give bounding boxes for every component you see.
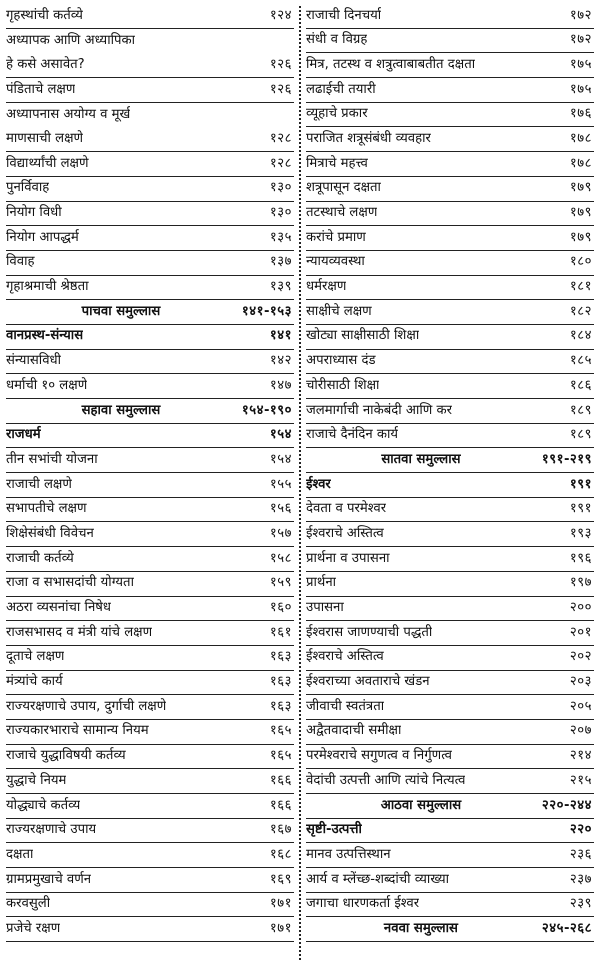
toc-entry (6, 695, 294, 720)
toc-entry-page: १७२ (569, 32, 592, 48)
toc-entry-title: गृहाश्रमाची श्रेष्ठता (6, 279, 89, 295)
toc-entry-title: प्रार्थना व उपासना (306, 550, 390, 566)
toc-entry-title: नियोग विधी (6, 205, 62, 220)
toc-entry (6, 29, 294, 54)
toc-entry (306, 350, 594, 375)
toc-entry-title: अध्यापक आणि अध्यापिका (6, 32, 136, 48)
toc-entry-page: २०१ (569, 624, 592, 640)
toc-entry-page: १८२ (569, 303, 592, 319)
toc-entry-title: राजसभासद व मंत्री यांचे लक्षण (6, 624, 153, 640)
toc-entry-page: १३० (269, 180, 292, 196)
toc-entry-title: परमेश्वराचे सगुणत्व व निर्गुणत्व (306, 748, 453, 764)
toc-entry (6, 448, 294, 473)
toc-entry-title: संधी व विग्रह (306, 32, 368, 48)
toc-entry-page: १४७ (269, 377, 292, 393)
toc-entry (306, 522, 594, 547)
toc-entry-page: १६९ (269, 871, 292, 887)
toc-entry-page: १७८ (569, 130, 592, 146)
toc-entry (6, 78, 294, 103)
toc-entry-title: हे कसे असावेत? (6, 56, 85, 72)
toc-entry-title: ग्रामप्रमुखाचे वर्णन (6, 871, 92, 887)
toc-entry-title: ईश्वर (306, 476, 331, 492)
toc-entry-title: प्रजेचे रक्षण (6, 920, 61, 936)
toc-entry-page: २०७ (569, 723, 592, 739)
toc-entry (306, 769, 594, 794)
toc-entry (306, 843, 594, 868)
toc-entry (6, 374, 294, 399)
toc-entry-page: १४२ (269, 353, 292, 369)
toc-entry-page: १९७ (569, 575, 592, 591)
toc-entry (6, 868, 294, 893)
toc-entry-title: आठवा समुल्लास (380, 797, 462, 813)
toc-entry-page: १८९ (569, 427, 592, 443)
toc-entry-title: वानप्रस्थ-संन्यास (6, 328, 84, 344)
toc-entry (306, 152, 594, 177)
toc-entry (306, 646, 594, 671)
toc-entry (306, 498, 594, 523)
toc-entry-page: १३९ (269, 279, 292, 295)
toc-entry-title: राजधर्म (6, 427, 41, 443)
toc-entry-page: २३९ (569, 896, 592, 912)
toc-entry (6, 572, 294, 597)
toc-entry-title: धर्माची १० लक्षणे (6, 377, 88, 393)
toc-entry-title: मित्राचे महत्त्व (306, 155, 368, 171)
toc-entry-title: जलमार्गाची नाकेबंदी आणि कर (306, 402, 452, 418)
toc-entry (306, 424, 594, 449)
toc-entry (6, 547, 294, 572)
toc-entry (6, 103, 294, 128)
toc-entry-title: दूताचे लक्षण (6, 649, 65, 665)
toc-entry (306, 399, 594, 424)
toc-entry (6, 843, 294, 868)
toc-entry-title: साक्षीचे लक्षण (306, 303, 372, 319)
toc-entry-title: पाचवा समुल्लास (81, 303, 161, 319)
toc-entry-title: व्यूहाचे प्रकार (306, 106, 368, 122)
toc-entry (306, 671, 594, 696)
toc-entry-title: पंडिताचे लक्षण (6, 81, 76, 97)
toc-entry-page: १९१ (569, 476, 592, 492)
toc-entry-title: जीवाची स्वतंत्रता (306, 698, 385, 714)
toc-entry (6, 251, 294, 276)
toc-entry (6, 127, 294, 152)
toc-entry-title: अपराध्यास दंड (306, 353, 376, 369)
toc-entry (6, 152, 294, 177)
toc-entry-page: २०५ (569, 698, 592, 714)
toc-entry-page: १५४ (269, 427, 292, 443)
toc-entry-page: १७२ (569, 7, 592, 23)
toc-entry (306, 621, 594, 646)
toc-entry-title: करवसुली (6, 896, 51, 912)
toc-entry-page: २३७ (569, 871, 592, 887)
toc-entry (306, 300, 594, 325)
toc-entry-page: २३६ (569, 846, 592, 862)
toc-entry-title: पुनर्विवाह (6, 180, 50, 196)
toc-entry (306, 893, 594, 918)
toc-entry-page: २१४ (569, 748, 592, 764)
toc-entry-page: १२८ (269, 130, 292, 146)
toc-entry-page: १६३ (269, 698, 292, 714)
toc-entry (306, 868, 594, 893)
toc-entry (6, 276, 294, 301)
toc-entry-page: १७९ (569, 229, 592, 245)
toc-entry-page: १६६ (269, 797, 292, 813)
toc-entry-page: १८६ (569, 377, 592, 393)
toc-entry-page: १५७ (269, 525, 292, 541)
toc-entry (306, 547, 594, 572)
toc-entry-page: १५६ (269, 501, 292, 517)
toc-entry-title: चोरीसाठी शिक्षा (306, 377, 380, 393)
toc-entry (6, 350, 294, 375)
toc-entry-title: खोट्या साक्षीसाठी शिक्षा (306, 328, 420, 344)
toc-entry-title: सातवा समुल्लास (381, 451, 461, 467)
toc-entry-title: तटस्थाचे लक्षण (306, 205, 378, 220)
toc-entry-page: १७८ (569, 155, 592, 171)
toc-entry-page: २१५ (569, 772, 592, 788)
toc-entry-title: ईश्वरास जाणण्याची पद्धती (306, 624, 433, 640)
toc-entry (306, 4, 594, 29)
toc-entry-page: १९६ (569, 550, 592, 566)
toc-entry-page: १५९ (269, 575, 292, 591)
toc-entry-title: ईश्वराचे अस्तित्व (306, 525, 384, 541)
toc-entry-title: संन्यासविधी (6, 353, 62, 369)
toc-entry-page: १७५ (569, 56, 592, 72)
toc-entry-page: १९१ (569, 501, 592, 517)
toc-entry-page: १३० (269, 205, 292, 220)
toc-entry-title: अद्वैतवादाची समीक्षा (306, 723, 402, 739)
toc-entry-page: १२८ (269, 155, 292, 171)
toc-entry-page: १५५ (269, 476, 292, 492)
toc-entry-title: करांचे प्रमाण (306, 229, 366, 245)
toc-entry-page: १९१-२१९ (541, 451, 592, 467)
toc-entry-title: राजाची दिनचर्या (306, 7, 382, 23)
toc-entry-title: माणसाची लक्षणे (6, 130, 84, 146)
toc-section-heading (306, 448, 594, 473)
toc-entry (6, 893, 294, 918)
toc-entry (6, 226, 294, 251)
toc-entry-title: मंत्र्यांचे कार्य (6, 674, 63, 690)
toc-entry (6, 522, 294, 547)
toc-chapter-heading (306, 473, 594, 498)
toc-entry-title: नियोग आपद्धर्म (6, 229, 79, 245)
toc-entry (6, 720, 294, 745)
toc-entry-title: सभापतीचे लक्षण (6, 501, 87, 517)
toc-entry-title: युद्धाचे नियम (6, 772, 67, 788)
toc-entry-title: नववा समुल्लास (383, 920, 458, 936)
toc-entry (6, 202, 294, 227)
toc-entry-title: पराजित शत्रूसंबंधी व्यवहार (306, 130, 431, 146)
toc-entry-title: राजा व सभासदांची योग्यता (6, 575, 134, 591)
toc-entry-page: १८० (569, 254, 592, 270)
toc-entry-title: राज्यरक्षणाचे उपाय, दुर्गाची लक्षणे (6, 698, 167, 714)
toc-chapter-heading (6, 325, 294, 350)
toc-entry (6, 4, 294, 29)
toc-entry (6, 917, 294, 942)
toc-entry-page: १६३ (269, 649, 292, 665)
toc-entry-page: १६० (269, 600, 292, 615)
toc-right-column (306, 4, 594, 942)
toc-entry-title: न्यायव्यवस्था (306, 254, 365, 270)
toc-entry (6, 621, 294, 646)
toc-entry (6, 53, 294, 78)
toc-entry-title: आर्य व म्लेंच्छ-शब्दांची व्याख्या (306, 871, 450, 887)
toc-entry-page: १३५ (269, 229, 292, 245)
toc-entry (306, 78, 594, 103)
toc-section-heading (6, 300, 294, 325)
toc-entry-page: १४१-१५३ (241, 303, 292, 319)
toc-entry-title: सृष्टी-उत्पत्ती (306, 822, 362, 838)
toc-entry-title: राजाचे युद्धाविषयी कर्तव्य (6, 748, 126, 764)
toc-entry-page: २०२ (569, 649, 592, 665)
toc-entry (306, 572, 594, 597)
toc-entry-title: राजाचे दैनंदिन कार्य (306, 427, 399, 443)
toc-entry (306, 177, 594, 202)
toc-entry-title: मानव उत्पत्तिस्थान (306, 846, 391, 862)
toc-entry-title: ईश्वराचे अस्तित्व (306, 649, 384, 665)
toc-entry (306, 720, 594, 745)
toc-entry-page: १८१ (569, 279, 592, 295)
toc-entry-title: लढाईची तयारी (306, 81, 376, 97)
toc-entry-page: १२६ (269, 81, 292, 97)
toc-entry-title: राज्यरक्षणाचे उपाय (6, 822, 97, 838)
toc-entry (306, 127, 594, 152)
toc-entry-page: १७१ (269, 920, 292, 936)
toc-entry (6, 498, 294, 523)
toc-entry (306, 226, 594, 251)
toc-entry-page: १९३ (569, 525, 592, 541)
toc-entry (306, 695, 594, 720)
toc-entry-title: शत्रूपासून दक्षता (306, 180, 381, 196)
toc-entry-page: १७१ (269, 896, 292, 912)
toc-entry (306, 325, 594, 350)
toc-entry-title: गृहस्थांची कर्तव्ये (6, 7, 83, 23)
toc-entry (306, 202, 594, 227)
toc-entry-title: देवता व परमेश्वर (306, 501, 387, 517)
toc-entry-page: २०३ (569, 674, 592, 690)
toc-entry-title: विद्यार्थ्यांची लक्षणे (6, 155, 89, 171)
toc-entry-title: शिक्षेसंबंधी विवेचन (6, 525, 94, 541)
toc-entry-title: राजाची लक्षणे (6, 476, 72, 492)
toc-entry-title: राज्यकारभाराचे सामान्य नियम (6, 723, 149, 739)
toc-entry-page: १४१ (269, 328, 292, 344)
toc-entry-page: १८९ (569, 402, 592, 418)
toc-entry-title: अठरा व्यसनांचा निषेध (6, 600, 111, 615)
toc-entry-page: १७९ (569, 180, 592, 196)
toc-entry (6, 819, 294, 844)
toc-entry-page: १३७ (269, 254, 292, 270)
toc-entry-title: जगाचा धारणकर्ता ईश्वर (306, 896, 420, 912)
toc-chapter-heading (6, 424, 294, 449)
toc-entry-page: १२४ (269, 7, 292, 23)
toc-entry-title: सहावा समुल्लास (81, 402, 161, 418)
toc-entry-page: २२०-२४४ (541, 797, 592, 813)
toc-entry (6, 794, 294, 819)
toc-entry-title: तीन सभांची योजना (6, 451, 98, 467)
toc-entry-page: १७९ (569, 205, 592, 220)
toc-entry-title: प्रार्थना (306, 575, 337, 591)
toc-entry (306, 597, 594, 622)
toc-entry (6, 769, 294, 794)
toc-entry-page: १८५ (569, 353, 592, 369)
toc-entry-title: उपासना (306, 600, 344, 615)
toc-entry-page: १६१ (269, 624, 292, 640)
toc-entry-page: २४५-२६८ (541, 920, 592, 936)
toc-entry (6, 745, 294, 770)
toc-entry-page: १७५ (569, 81, 592, 97)
toc-entry-title: ईश्वराच्या अवताराचे खंडन (306, 674, 430, 690)
toc-entry-title: राजाची कर्तव्ये (6, 550, 74, 566)
column-divider (299, 6, 301, 960)
toc-entry (306, 745, 594, 770)
toc-entry (306, 29, 594, 54)
toc-section-heading (6, 399, 294, 424)
toc-entry (306, 276, 594, 301)
toc-entry (6, 597, 294, 622)
toc-entry-page: १२६ (269, 56, 292, 72)
toc-entry (306, 251, 594, 276)
toc-entry (6, 177, 294, 202)
toc-entry-page: १६५ (269, 748, 292, 764)
toc-entry (6, 671, 294, 696)
toc-entry-page: १६८ (269, 846, 292, 862)
toc-entry-title: वेदांची उत्पत्ती आणि त्यांचे नित्यत्व (306, 772, 466, 788)
toc-entry (306, 103, 594, 128)
toc-entry-page: १५४ (269, 451, 292, 467)
toc-entry-page: २२० (569, 822, 592, 838)
toc-entry-title: धर्मरक्षण (306, 279, 347, 295)
toc-entry-title: अध्यापनास अयोग्य व मूर्ख (6, 106, 131, 122)
toc-entry-page: १६३ (269, 674, 292, 690)
toc-entry-page: १८४ (569, 328, 592, 344)
toc-entry-page: २०० (569, 600, 592, 615)
toc-entry (306, 374, 594, 399)
toc-left-column (6, 4, 294, 942)
toc-entry-page: १७६ (569, 106, 592, 122)
toc-section-heading (306, 917, 594, 942)
toc-entry-title: मित्र, तटस्थ व शत्रुत्वाबाबतीत दक्षता (306, 56, 476, 72)
toc-entry-title: दक्षता (6, 846, 34, 862)
toc-entry-title: विवाह (6, 254, 35, 270)
toc-entry-title: योद्ध्याचे कर्तव्य (6, 797, 81, 813)
toc-entry (6, 473, 294, 498)
toc-entry-page: १५४-१९० (241, 402, 292, 418)
toc-entry-page: १५८ (269, 550, 292, 566)
toc-chapter-heading (306, 819, 594, 844)
toc-entry-page: १६५ (269, 723, 292, 739)
toc-entry (306, 53, 594, 78)
toc-entry (6, 646, 294, 671)
toc-section-heading (306, 794, 594, 819)
toc-entry-page: १६७ (269, 822, 292, 838)
toc-entry-page: १६६ (269, 772, 292, 788)
